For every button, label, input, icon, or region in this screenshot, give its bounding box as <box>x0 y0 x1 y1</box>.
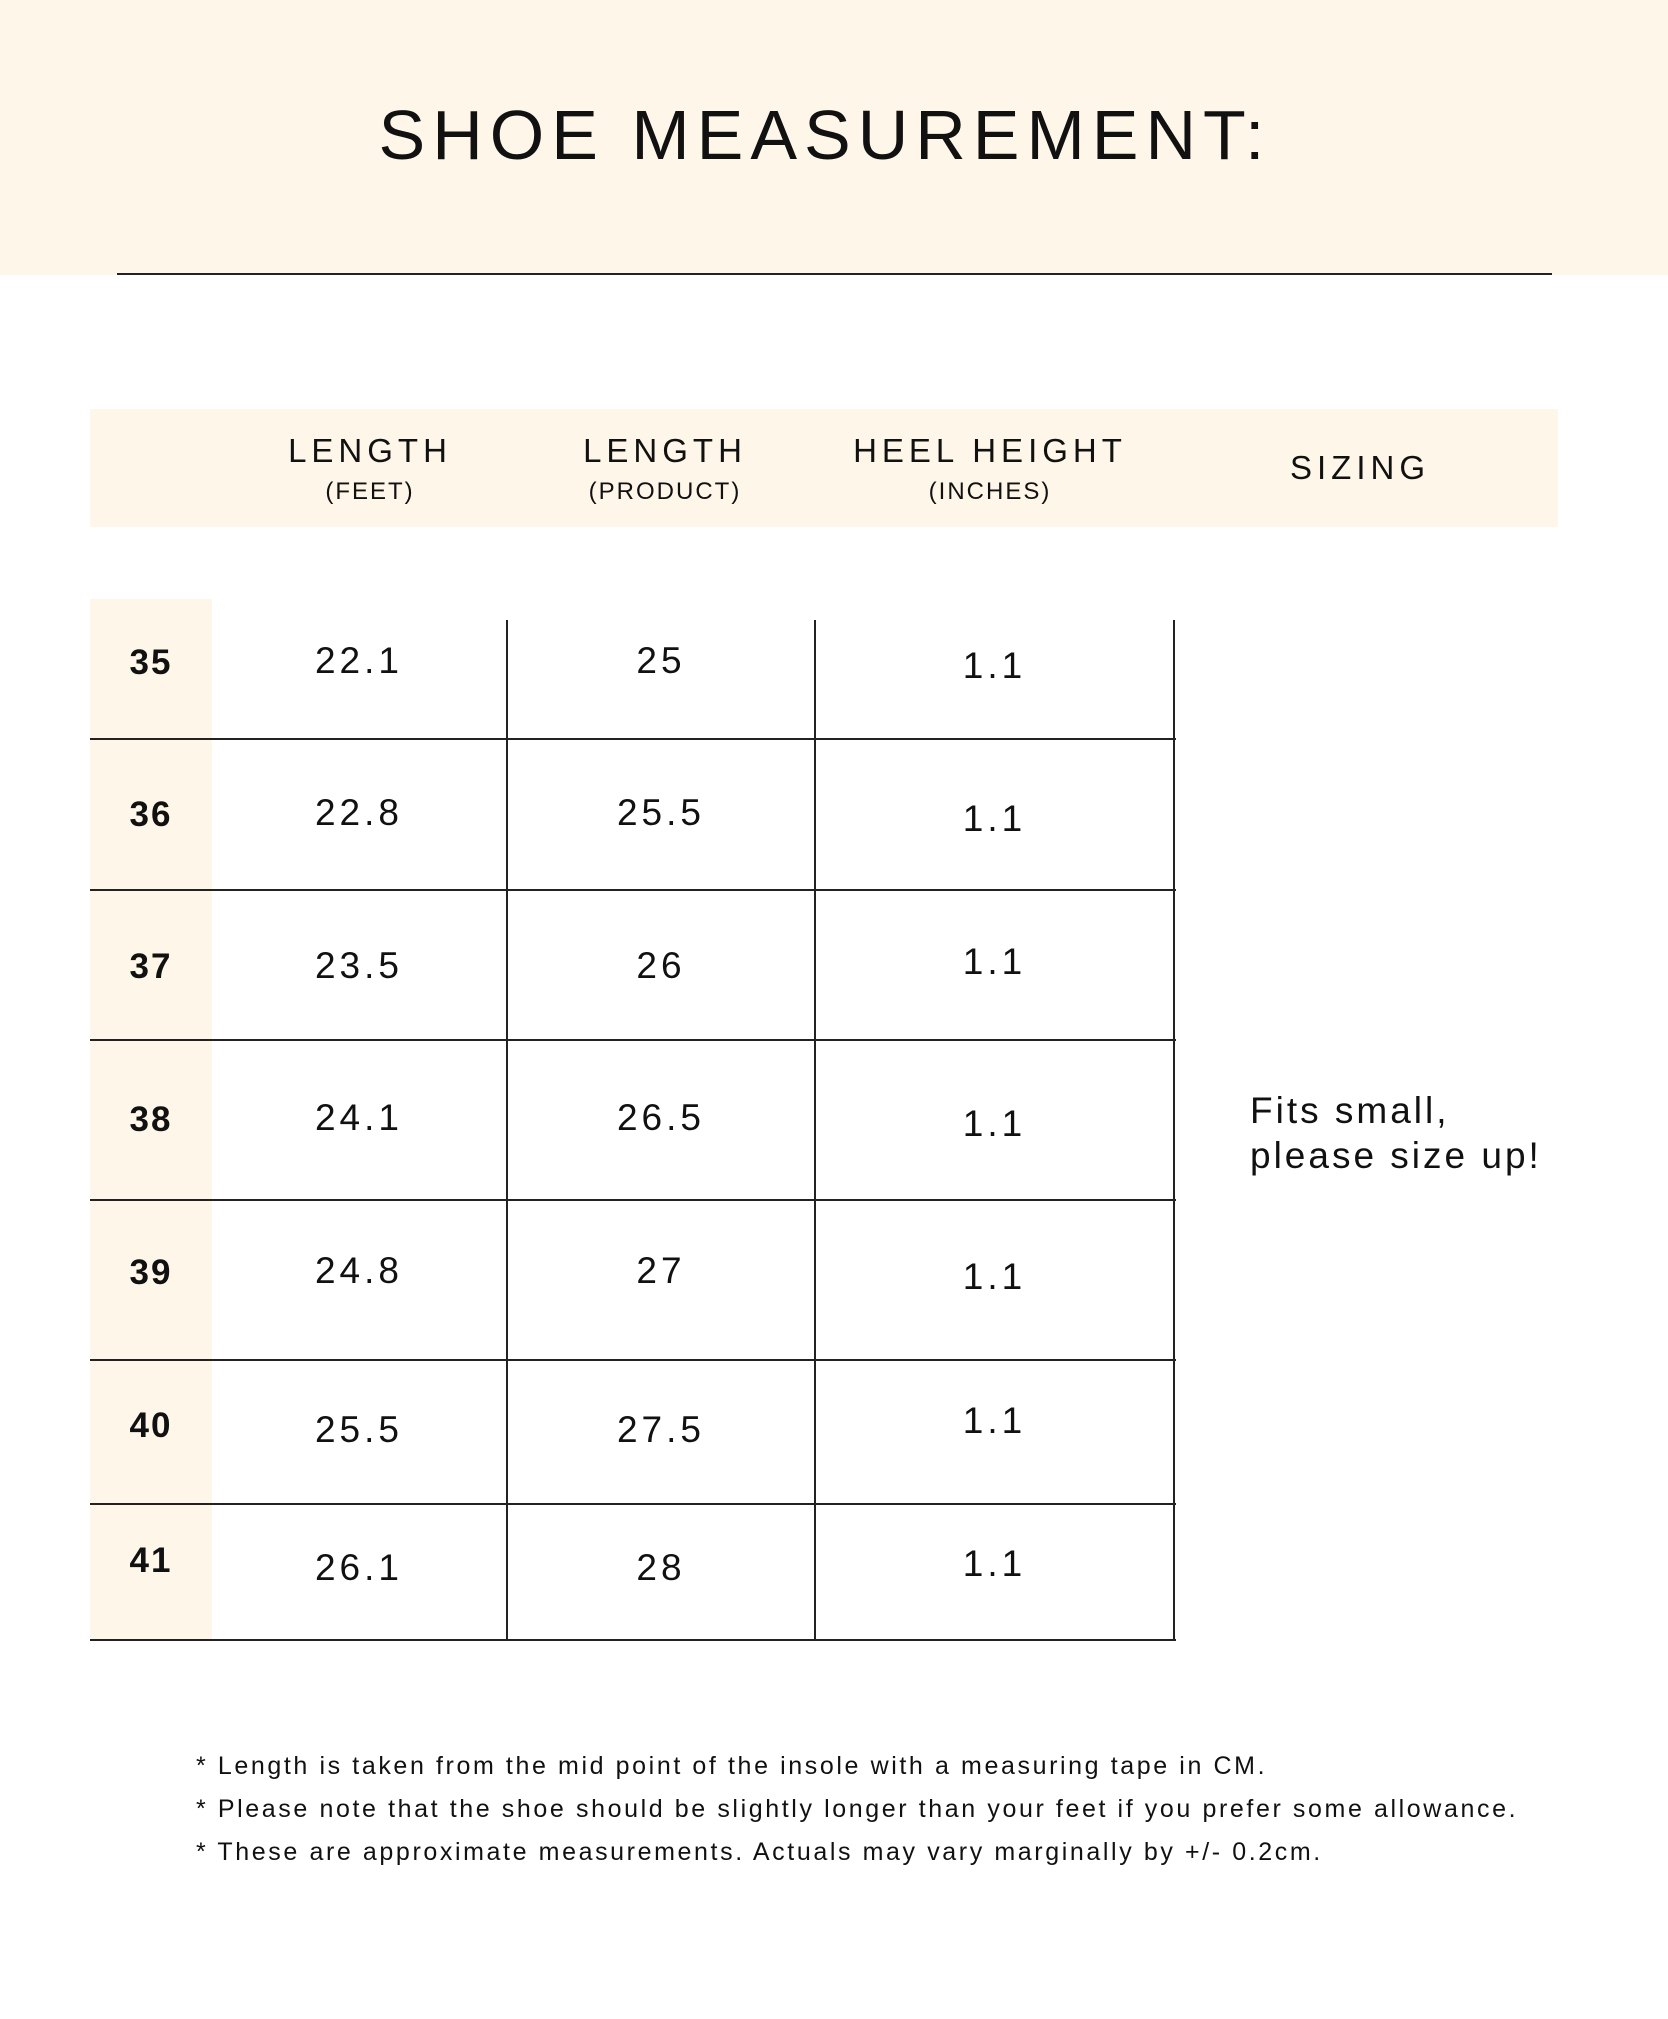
column-divider <box>1173 620 1175 1640</box>
column-header-sublabel: (FEET) <box>325 478 415 505</box>
size-label: 41 <box>129 1541 173 1580</box>
row-divider <box>90 1039 1176 1041</box>
column-header-heel <box>830 409 1150 527</box>
length-feet-cell: 24.1 <box>314 1097 403 1138</box>
length-feet-cell: 24.8 <box>314 1250 403 1291</box>
length-feet-cell: 22.8 <box>314 792 403 833</box>
heel-height-cell: 1.1 <box>962 1400 1027 1441</box>
column-header-feet <box>220 409 520 527</box>
sizing-note-line: Fits small, <box>1250 1090 1450 1131</box>
footnotes <box>196 1745 1616 1874</box>
size-label: 37 <box>129 947 173 986</box>
length-product-cell: 26 <box>636 945 686 986</box>
length-product-cell: 25.5 <box>616 792 705 833</box>
size-label: 36 <box>129 795 173 834</box>
title-divider <box>117 273 1552 275</box>
row-divider <box>90 889 1176 891</box>
table-header <box>90 409 1558 527</box>
row-divider <box>90 1199 1176 1201</box>
column-header-sublabel: (PRODUCT) <box>588 478 742 505</box>
length-product-cell: 25 <box>636 640 686 681</box>
row-divider <box>90 1503 1176 1505</box>
column-header-sizing <box>1210 409 1510 527</box>
column-header-label: LENGTH <box>288 432 452 469</box>
column-header-label: HEEL HEIGHT <box>853 432 1127 469</box>
heel-height-cell: 1.1 <box>962 798 1027 839</box>
column-header-label: LENGTH <box>583 432 747 469</box>
row-divider <box>90 1639 1176 1641</box>
footnote: * Please note that the shoe should be slightly longer than your feet if you prefer some allowance. <box>196 1795 1519 1823</box>
sizing-note <box>1250 1088 1590 1178</box>
size-label: 35 <box>129 643 173 682</box>
heel-height-cell: 1.1 <box>962 941 1027 982</box>
length-product-cell: 27.5 <box>616 1409 705 1450</box>
sizing-note-line: please size up! <box>1250 1135 1542 1176</box>
size-label: 39 <box>129 1253 173 1292</box>
footnote: * Length is taken from the mid point of the insole with a measuring tape in CM. <box>196 1752 1268 1780</box>
page-title: SHOE MEASUREMENT: <box>378 96 1272 174</box>
row-divider <box>90 1359 1176 1361</box>
length-feet-cell: 22.1 <box>314 640 403 681</box>
heel-height-cell: 1.1 <box>962 1103 1027 1144</box>
size-label: 38 <box>129 1100 173 1139</box>
heel-height-cell: 1.1 <box>962 645 1027 686</box>
length-product-cell: 26.5 <box>616 1097 705 1138</box>
length-product-cell: 28 <box>636 1547 686 1588</box>
length-feet-cell: 26.1 <box>314 1547 403 1588</box>
column-header-product <box>505 409 825 527</box>
row-divider <box>90 738 1176 740</box>
column-header-sublabel: (INCHES) <box>928 478 1052 505</box>
heel-height-cell: 1.1 <box>962 1256 1027 1297</box>
length-product-cell: 27 <box>636 1250 686 1291</box>
length-feet-cell: 23.5 <box>314 945 403 986</box>
size-label: 40 <box>129 1406 173 1445</box>
length-feet-cell: 25.5 <box>314 1409 403 1450</box>
column-header-label: SIZING <box>1289 449 1430 486</box>
footnote: * These are approximate measurements. Actuals may vary marginally by +/- 0.2cm. <box>196 1838 1323 1866</box>
heel-height-cell: 1.1 <box>962 1543 1027 1584</box>
